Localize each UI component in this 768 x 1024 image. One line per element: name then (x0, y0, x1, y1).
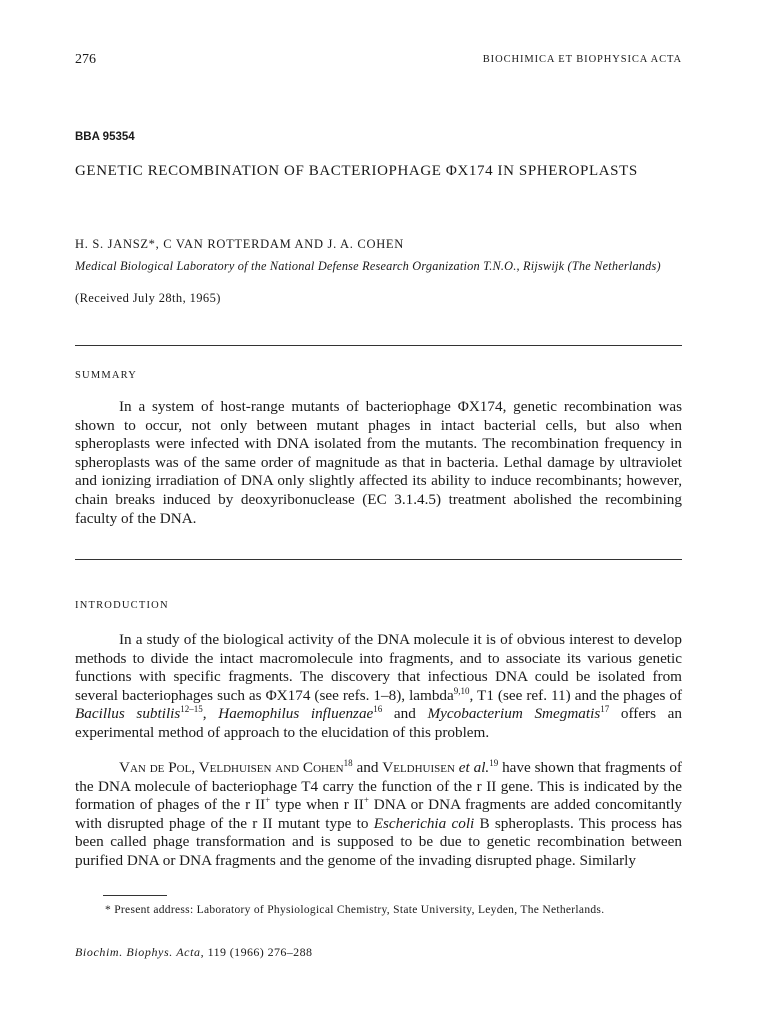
introduction-paragraph-2: Van de Pol, Veldhuisen and Cohen$^{18}$ and Veldhuisen et al.$^{19}$ have shown that fragments of the DNA molecule of bacteriophage T4 carry the function of the r II gene. This is indicated by the formation of phages of the r II+ type when r II+ DNA or DNA fragments are added concomitantly with disrupted phage of the r II mutant type to Escherichia coli B spheroplasts. This process has been called phage transformation and is supposed to be due to genetic recombination between purified DNA or DNA fragments and the genome of the invading disrupted phage. Similarly (75, 757, 683, 869)
article-page (75, 0, 682, 1024)
journal-citation: Biochim. Biophys. Acta, 119 (1966) 276–288 (75, 945, 313, 959)
running-head (75, 52, 682, 72)
article-code: BBA 95354 (75, 131, 135, 143)
summary-text: In a system of host-range mutants of bacteriophage ΦX174, genetic recombination was shown to occur, not only between mutant phages in intact bacterial cells, but also when spheroplasts were infected with DNA isolated from the mutants. The recombination frequency in spheroplasts was of the same order of magnitude as that in bacteria. Lethal damage by ultraviolet and ionizing irradiation of DNA only slightly affected its ability to induce recombinants; however, chain breaks induced by deoxyribonuclease (EC 3.1.4.5) treatment abolished the recombining faculty of the DNA. (75, 398, 682, 527)
introduction-heading: INTRODUCTION (75, 600, 169, 611)
journal-name: BIOCHIMICA ET BIOPHYSICA ACTA (482, 54, 682, 65)
introduction-paragraph-1: In a study of the biological activity of the DNA molecule it is of obvious interest to develop methods to divide the intact macromolecule into fragments, and to associate its various genetic functions with specific fragments. The discovery that infectious DNA could be isolated from several bacteriophages such as ΦX174 (see refs. 1–8), lambda$^{9,10}$, T1 (see ref. 11) and the phages of Bacillus subtilis$^{12-15}$, Haemophilus influenzae$^{16}$ and Mycobacterium Smegmatis$^{17}$ offers an experimental method of approach to the elucidation of this problem. (75, 631, 683, 741)
page-number: 276 (75, 52, 96, 67)
footnote: * Present address: Laboratory of Physiological Chemistry, State University, Leyden, The Netherlands. (105, 904, 605, 916)
authors: H. S. JANSZ*, C VAN ROTTERDAM AND J. A. COHEN (75, 237, 404, 251)
summary-top-rule (75, 345, 682, 346)
article-title: GENETIC RECOMBINATION OF BACTERIOPHAGE ΦX174 IN SPHEROPLASTS (75, 163, 638, 179)
affiliation: Medical Biological Laboratory of the National Defense Research Organization T.N.O., Rijswijk (The Netherlands) (75, 259, 661, 273)
summary-bottom-rule (75, 559, 682, 560)
footnote-rule (103, 895, 167, 896)
received-date: (Received July 28th, 1965) (75, 291, 221, 305)
summary-heading: SUMMARY (75, 370, 138, 381)
